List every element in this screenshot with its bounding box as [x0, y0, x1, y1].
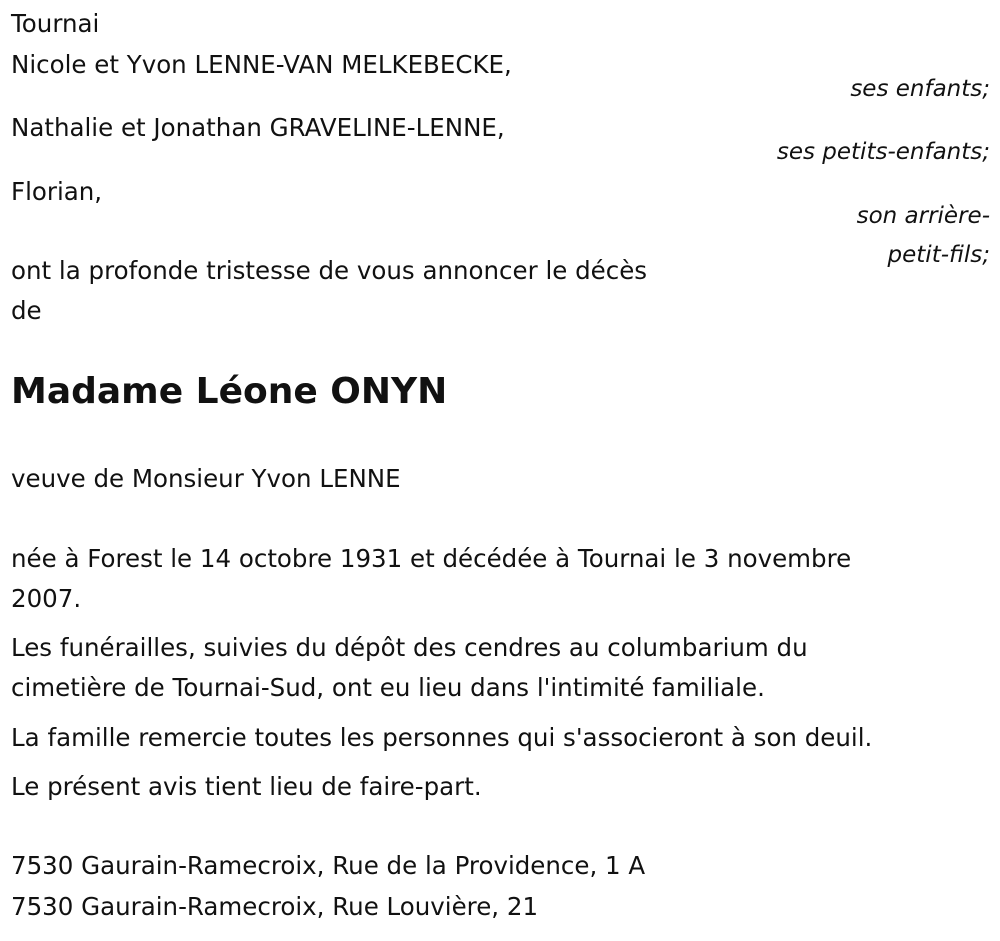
family-names-great-grandchild: Florian, — [11, 177, 103, 206]
family-names-grandchildren: Nathalie et Jonathan GRAVELINE-LENNE, — [11, 113, 505, 142]
family-relation-grandchildren: ses petits-enfants; — [776, 139, 990, 165]
funeral-line2: cimetière de Tournai-Sud, ont eu lieu dans l'intimité familiale. — [11, 673, 765, 702]
notice-text: Le présent avis tient lieu de faire-part. — [11, 772, 482, 801]
family-relation-children: ses enfants; — [850, 76, 990, 102]
announcement-text: ont la profonde tristesse de vous annoncer le décès — [11, 256, 648, 285]
funeral-line1: Les funérailles, suivies du dépôt des cendres au columbarium du — [11, 633, 808, 662]
widow-of: veuve de Monsieur Yvon LENNE — [11, 464, 401, 493]
thanks-text: La famille remercie toutes les personnes qui s'associeront à son deuil. — [11, 723, 873, 752]
location-heading: Tournai — [11, 9, 100, 38]
address-1: 7530 Gaurain-Ramecroix, Rue de la Providence, 1 A — [11, 851, 646, 880]
family-relation-great-grandchild-line1: son arrière- — [856, 203, 990, 229]
birth-death-line1: née à Forest le 14 octobre 1931 et décédée à Tournai le 3 novembre — [11, 544, 852, 573]
announcement-end: de — [11, 296, 42, 325]
family-relation-great-grandchild-line2: petit-fils; — [887, 242, 990, 268]
family-names-children: Nicole et Yvon LENNE-VAN MELKEBECKE, — [11, 50, 512, 79]
deceased-name: Madame Léone ONYN — [11, 371, 448, 412]
birth-death-line2: 2007. — [11, 584, 82, 613]
address-2: 7530 Gaurain-Ramecroix, Rue Louvière, 21 — [11, 892, 539, 921]
